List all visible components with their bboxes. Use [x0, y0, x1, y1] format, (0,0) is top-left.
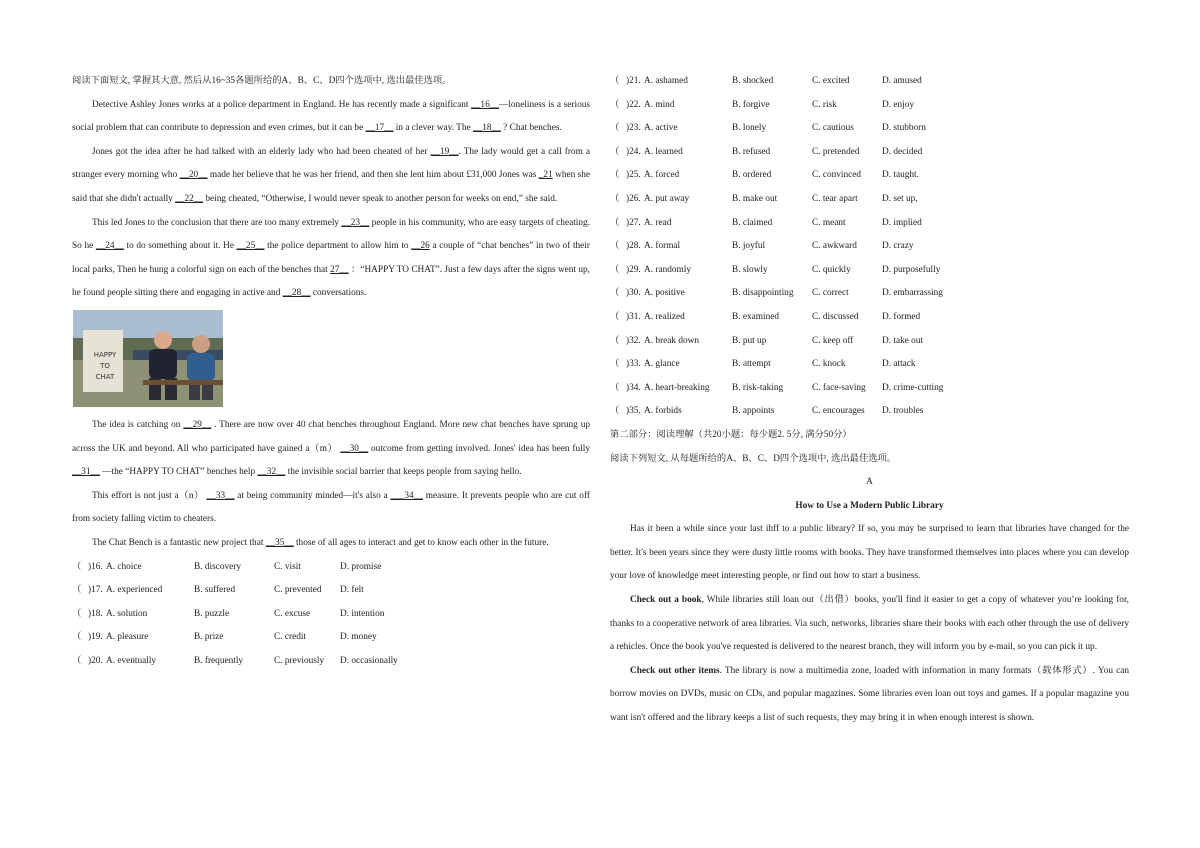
question-row	[610, 141, 1129, 165]
paragraph-text: the invisible social barrier that keeps people from saying hello.	[285, 467, 522, 478]
answer-blank: __28__	[282, 288, 311, 299]
paragraph-text: a couple of “chat benches” in two of their local parks, Then he hung a colorful sign on each of the benches that	[72, 241, 590, 275]
paragraph-text: The idea is catching on	[92, 419, 184, 430]
question-number: )18.	[88, 608, 103, 619]
option-c[interactable]: C. visit	[274, 561, 301, 572]
answer-blank: __26	[411, 241, 430, 252]
option-c[interactable]: C. credit	[274, 632, 307, 643]
option-b[interactable]: B. attempt	[732, 359, 771, 370]
answer-blank: __22__	[175, 193, 204, 204]
question-row	[610, 259, 1129, 283]
answer-bracket[interactable]: （	[610, 382, 620, 393]
answer-blank: __29__	[183, 419, 212, 430]
answer-blank: __35__	[265, 537, 294, 548]
passage-paragraph-2-text: , While libraries still loan out（出借）books, you'll find it easier to get a copy of whatever you’re looking for, thanks to a cooperative network of area libraries. Via such, networks, libraries share their books with each other through the use of delivery a rehicles. Once the book you've requested is delivered to the nearest branch, they will inform you by e-mail, so you can pick it up.	[610, 595, 1129, 653]
option-c[interactable]: C. face-saving	[812, 382, 866, 393]
answer-blank: __19__	[430, 146, 459, 157]
option-c[interactable]: C. quickly	[812, 264, 851, 275]
option-c[interactable]: C. previously	[274, 655, 325, 666]
option-b[interactable]: B. examined	[732, 311, 779, 322]
question-row	[610, 164, 1129, 188]
option-b[interactable]: B. put up	[732, 335, 767, 346]
chat-bench-photo	[73, 310, 223, 407]
paragraph-text: people in his community, who are easy targets of cheating. So he	[72, 217, 590, 252]
paragraph-text: ：“HAPPY TO CHAT”. Just a few days after the signs went up, he found people sitting there and engaging in active and	[72, 264, 590, 299]
option-d[interactable]: D. promise	[340, 561, 382, 572]
option-c[interactable]: C. pretended	[812, 146, 860, 157]
question-list-left	[72, 556, 590, 674]
answer-bracket[interactable]: （	[610, 311, 620, 322]
option-c[interactable]: C. keep off	[812, 335, 854, 346]
option-c[interactable]: C. excited	[812, 76, 850, 86]
option-c[interactable]: C. meant	[812, 217, 846, 228]
option-c[interactable]: C. prevented	[274, 585, 322, 596]
right-column	[610, 70, 1129, 731]
option-a[interactable]: A. experienced	[106, 585, 163, 596]
question-row	[72, 650, 590, 674]
option-b[interactable]: B. claimed	[732, 217, 773, 228]
paragraph-text: to do something about it. He	[123, 241, 237, 252]
paragraph-text: measure. It prevents people who are cut off from society falling victim to cheaters.	[72, 490, 590, 525]
paragraph-text: made her believe that he was her friend, and then she lent him about £31,000 Jones was	[207, 170, 539, 181]
question-row	[610, 377, 1129, 401]
check-out-items-label: Check out other items	[630, 665, 720, 676]
question-number: )33.	[626, 359, 641, 370]
answer-bracket[interactable]: （	[72, 585, 82, 596]
option-a[interactable]: A. forced	[644, 170, 680, 181]
paragraph-3	[72, 212, 590, 306]
option-a[interactable]: A. read	[644, 217, 672, 228]
question-number: )28.	[626, 241, 641, 252]
answer-bracket[interactable]: （	[72, 561, 82, 572]
answer-bracket[interactable]: （	[610, 99, 620, 110]
answer-blank: __17__	[365, 123, 394, 134]
option-b[interactable]: B. discovery	[194, 561, 241, 572]
option-d[interactable]: D. occasionally	[340, 655, 398, 666]
option-a[interactable]: A. choice	[106, 561, 142, 572]
cloze-instruction: 阅读下面短文, 掌握其大意, 然后从16~35各题所给的A、B、C、D四个选项中, 选出最佳选项。	[72, 76, 452, 86]
option-b[interactable]: B. puzzle	[194, 608, 230, 619]
question-number: )35.	[626, 406, 641, 417]
question-number: )16.	[88, 561, 103, 572]
paragraph-1	[72, 94, 590, 141]
question-row	[610, 94, 1129, 118]
option-b[interactable]: B. shocked	[732, 76, 774, 86]
answer-blank: __16__	[471, 99, 500, 110]
question-row	[72, 626, 590, 650]
option-d[interactable]: D. troubles	[882, 406, 924, 417]
answer-bracket[interactable]: （	[610, 170, 620, 181]
option-d[interactable]: D. crazy	[882, 241, 914, 252]
option-a[interactable]: A. glance	[644, 359, 680, 370]
question-number: )31.	[626, 311, 641, 322]
option-c[interactable]: C. awkward	[812, 241, 857, 252]
option-b[interactable]: B. frequently	[194, 655, 244, 666]
option-c[interactable]: C. tear apart	[812, 193, 858, 204]
option-b[interactable]: B. joyful	[732, 241, 766, 252]
option-b[interactable]: B. prize	[194, 632, 224, 643]
option-b[interactable]: B. lonely	[732, 123, 767, 134]
option-b[interactable]: B. appoints	[732, 406, 775, 417]
paragraph-text: ? Chat benches.	[500, 123, 562, 134]
passage-title: How to Use a Modern Public Library	[795, 500, 944, 511]
paragraph-text: —the “HAPPY TO CHAT” benches help	[99, 467, 258, 478]
answer-bracket[interactable]: （	[72, 632, 82, 643]
passage-paragraph-1: Has it been a while since your last ihff to a public library? If so, you may be surprised to learn that libraries have changed for the better. It's been years since they were dusty little rooms with books. They have transformed themselves into places where you can develop your love of knowledge meet interesting people, or find out how to start a business.	[610, 524, 1129, 582]
question-row	[610, 353, 1129, 377]
question-row	[610, 400, 1129, 424]
option-a[interactable]: A. solution	[106, 608, 148, 619]
paragraph-text: being cheated, “Otherwise, I would never speak to another person for weeks on end,” she said.	[203, 193, 558, 204]
paragraph-text: the police department to allow him to	[264, 241, 412, 252]
question-row	[72, 556, 590, 580]
answer-bracket[interactable]: （	[610, 193, 620, 204]
option-c[interactable]: C. excuse	[274, 608, 311, 619]
paragraph-text: at being community minded—it's also a	[234, 490, 391, 501]
option-a[interactable]: A. break down	[644, 335, 699, 346]
question-row	[72, 603, 590, 627]
paragraph-4	[72, 414, 590, 485]
option-c[interactable]: C. encourages	[812, 406, 865, 417]
option-a[interactable]: A. pleasure	[106, 632, 149, 643]
paragraph-text: . There are now over 40 chat benches throughout England. More new chat benches have sprung up across the UK and beyond. All who participated have gained a（m）	[72, 419, 590, 454]
answer-bracket[interactable]: （	[72, 655, 82, 666]
happy-to-chat-sign: HAPPY TO CHAT	[93, 350, 117, 381]
option-b[interactable]: B. risk-taking	[732, 382, 784, 393]
paragraph-text: in a clever way. The	[393, 123, 473, 134]
paragraph-text: . The lady would get a call from a stranger every morning who	[72, 146, 591, 181]
option-c[interactable]: C. correct	[812, 288, 849, 299]
paragraph-2	[72, 141, 590, 212]
section-2-instruction: 阅读下列短文, 从每题所给的A、B、C、D四个选项中, 选出最佳选项。	[610, 453, 897, 464]
option-a[interactable]: A. forbids	[644, 406, 682, 417]
paragraph-text: outcome from getting involved. Jones' idea has been fully	[368, 443, 590, 454]
question-number: )25.	[626, 170, 641, 181]
option-c[interactable]: C. knock	[812, 359, 846, 370]
answer-blank: __18__	[472, 123, 501, 134]
question-row	[610, 188, 1129, 212]
option-a[interactable]: A. ashamed	[644, 76, 688, 86]
paragraph-text: This effort is not just a（n）	[92, 490, 207, 501]
paragraph-text: The Chat Bench is a fantastic new project that	[92, 537, 266, 548]
option-b[interactable]: B. refused	[732, 146, 771, 157]
left-column	[72, 70, 590, 673]
paragraph-text: Detective Ashley Jones works at a police department in England. He has recently made a significant	[92, 99, 472, 110]
question-number: )32.	[626, 335, 641, 346]
option-d[interactable]: D. implied	[882, 217, 922, 228]
option-b[interactable]: B. make out	[732, 193, 778, 204]
question-number: )26.	[626, 193, 641, 204]
question-row	[610, 282, 1129, 306]
option-b[interactable]: B. ordered	[732, 170, 772, 181]
question-row	[610, 235, 1129, 259]
answer-bracket[interactable]: （	[610, 406, 620, 417]
answer-bracket[interactable]: （	[610, 241, 620, 252]
question-number: )23.	[626, 123, 641, 134]
option-c[interactable]: C. discussed	[812, 311, 859, 322]
option-d[interactable]: D. stubborn	[882, 123, 926, 134]
answer-bracket[interactable]: （	[610, 217, 620, 228]
option-d[interactable]: D. intention	[340, 608, 385, 619]
question-row	[72, 579, 590, 603]
option-d[interactable]: D. enjoy	[882, 99, 915, 110]
option-c[interactable]: C. cautious	[812, 123, 854, 134]
answer-blank: __30__	[340, 443, 369, 454]
option-a[interactable]: A. heart-breaking	[644, 382, 710, 393]
option-d[interactable]: D. formed	[882, 311, 921, 322]
answer-bracket[interactable]: （	[610, 359, 620, 370]
passage-paragraph-3	[610, 660, 1129, 731]
question-number: )29.	[626, 264, 641, 275]
option-c[interactable]: C. risk	[812, 99, 837, 110]
paragraph-text: —loneliness is a serious social problem that can contribute to depression and even crimes, but it can be	[72, 99, 590, 134]
question-number: )21.	[626, 76, 641, 86]
option-a[interactable]: A. formal	[644, 241, 681, 252]
answer-blank: __25__	[236, 241, 265, 252]
option-a[interactable]: A. randomly	[644, 264, 691, 275]
option-a[interactable]: A. put away	[644, 193, 690, 204]
answer-blank: __20__	[179, 170, 208, 181]
answer-blank: __33__	[206, 490, 235, 501]
question-number: )24.	[626, 146, 641, 157]
option-d[interactable]: D. taught.	[882, 170, 919, 181]
question-number: )22.	[626, 99, 641, 110]
answer-bracket[interactable]: （	[610, 76, 620, 86]
option-d[interactable]: D. take out	[882, 335, 924, 346]
paragraph-text: when she said that she didn't actually	[72, 170, 591, 204]
paragraph-6	[72, 532, 590, 556]
answer-blank: __31__	[72, 467, 100, 478]
answer-blank: __32__	[257, 467, 286, 478]
option-b[interactable]: B. forgive	[732, 99, 770, 110]
option-d[interactable]: D. money	[340, 632, 377, 643]
option-d[interactable]: D. set up,	[882, 193, 918, 204]
question-row	[610, 117, 1129, 141]
question-number: )30.	[626, 288, 641, 299]
question-list-right	[610, 70, 1129, 424]
passage-paragraph-2	[610, 589, 1129, 660]
option-b[interactable]: B. suffered	[194, 585, 236, 596]
option-d[interactable]: D. purposefully	[882, 264, 941, 275]
option-a[interactable]: A. eventually	[106, 655, 157, 666]
option-d[interactable]: D. crime-cutting	[882, 382, 944, 393]
option-d[interactable]: D. attack	[882, 359, 916, 370]
paragraph-text: Jones got the idea after he had talked with an elderly lady who had been cheated of her	[92, 146, 431, 157]
answer-blank: ___34__	[390, 490, 423, 501]
answer-blank: _21	[538, 170, 553, 181]
question-row	[610, 306, 1129, 330]
option-a[interactable]: A. learned	[644, 146, 683, 157]
answer-bracket[interactable]: （	[610, 123, 620, 134]
paragraph-5	[72, 485, 590, 532]
option-c[interactable]: C. convinced	[812, 170, 862, 181]
question-number: )27.	[626, 217, 641, 228]
passage-letter: A	[866, 477, 873, 488]
paragraph-text: those of all ages to interact and get to know each other in the future.	[293, 537, 549, 548]
question-number: )19.	[88, 632, 103, 643]
question-number: )20.	[88, 655, 103, 666]
answer-blank: 27__	[330, 264, 349, 275]
paragraph-text: This led Jones to the conclusion that there are too many extremely	[92, 217, 342, 228]
option-a[interactable]: A. mind	[644, 99, 675, 110]
option-d[interactable]: D. amused	[882, 76, 922, 86]
passage-paragraph-3-text: . The library is now a multimedia zone, loaded with information in many formats（载体形式）. You can borrow movies on DVDs, music on CDs, and popular magazines. Some libraries even loan out toys and games. If a popular magazine you want isn't offered and the library keeps a list of such requests, they may bring it in when enough interest is shown.	[610, 665, 1129, 724]
option-a[interactable]: A. realized	[644, 311, 685, 322]
option-a[interactable]: A. active	[644, 123, 678, 134]
paragraph-text: conversations.	[310, 288, 367, 299]
answer-blank: __23__	[341, 217, 370, 228]
answer-bracket[interactable]: （	[610, 146, 620, 157]
option-a[interactable]: A. positive	[644, 288, 685, 299]
question-row	[610, 70, 1129, 94]
section-2-heading: 第二部分：阅读理解（共20小题：每少题2. 5分, 满分50分）	[610, 429, 852, 440]
option-b[interactable]: B. disappointing	[732, 288, 794, 299]
answer-blank: __24__	[95, 241, 124, 252]
answer-bracket[interactable]: （	[610, 335, 620, 346]
answer-bracket[interactable]: （	[610, 264, 620, 275]
check-out-book-label: Check out a book	[630, 595, 702, 606]
option-d[interactable]: D. decided	[882, 146, 923, 157]
question-number: )34.	[626, 382, 641, 393]
option-d[interactable]: D. felt	[340, 585, 364, 596]
answer-bracket[interactable]: （	[72, 608, 82, 619]
question-number: )17.	[88, 585, 103, 596]
option-d[interactable]: D. embarrassing	[882, 288, 943, 299]
answer-bracket[interactable]: （	[610, 288, 620, 299]
question-row	[610, 212, 1129, 236]
question-row	[610, 330, 1129, 354]
option-b[interactable]: B. slowly	[732, 264, 768, 275]
